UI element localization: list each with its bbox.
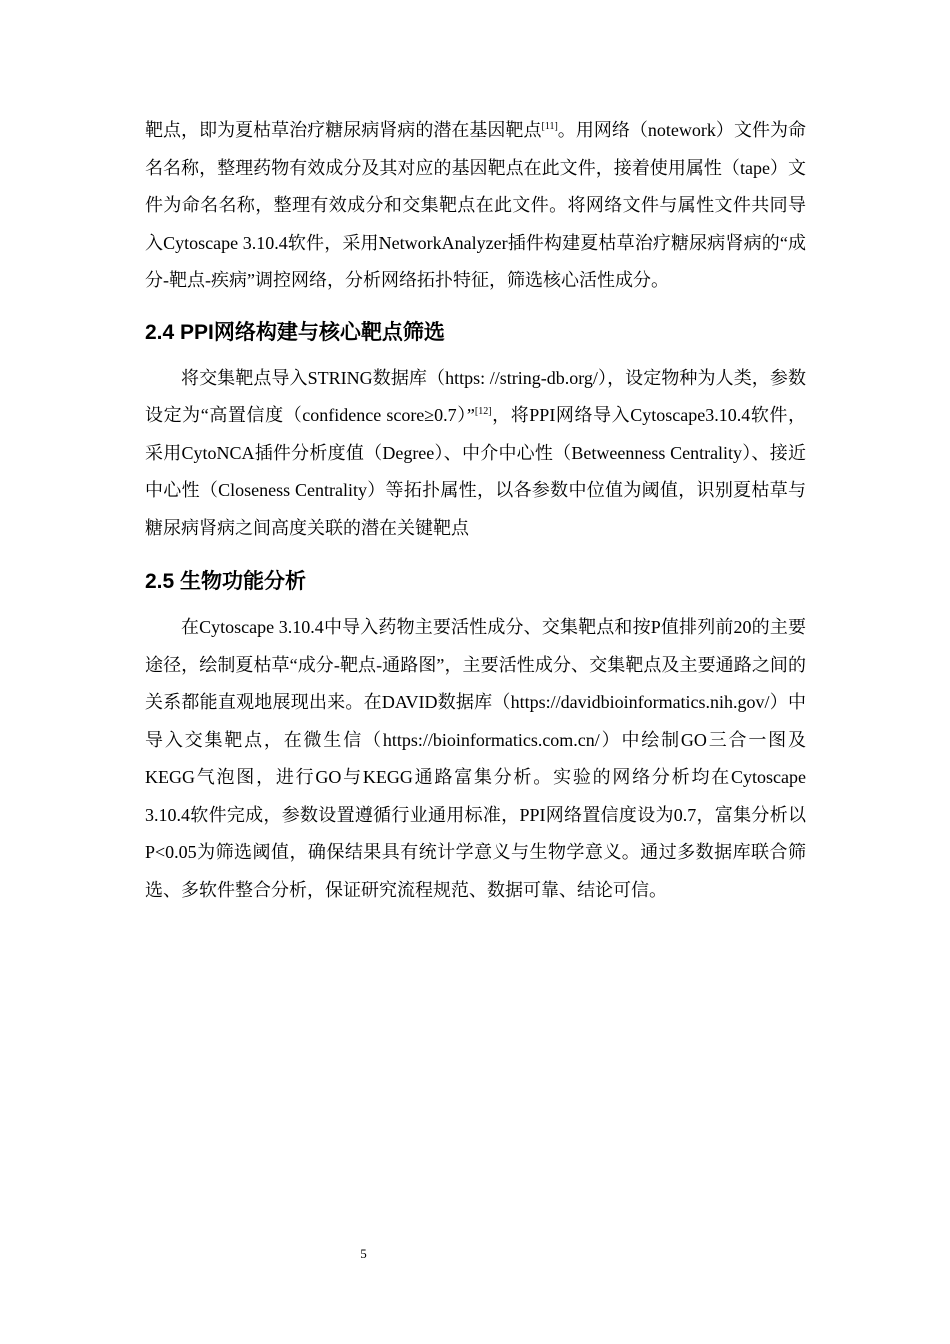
paragraph-text: 。用网络（notework）文件为命名名称，整理药物有效成分及其对应的基因靶点在此文件，接着使用属性（tape）文件为命名名称，整理有效成分和交集靶点在此文件。将网络文件与属性文件共同导入Cytoscape 3.10.4软件，采用NetworkAnalyzer插件构建夏枯草治疗糖尿病肾病的“成分-靶点-疾病”调控网络，分析网络拓扑特征，筛选核心活性成分。: [145, 120, 807, 290]
paragraph-text: 靶点，即为夏枯草治疗糖尿病肾病的潜在基因靶点: [145, 120, 542, 140]
paragraph-text: 在Cytoscape 3.10.4中导入药物主要活性成分、交集靶点和按P值排列前20的主要途径，绘制夏枯草“成分-靶点-通路图”，主要活性成分、交集靶点及主要通路之间的关系都能直观地展现出来。在DAVID数据库（https://davidbioinformatics.nih.gov/）中导入交集靶点，在微生信（https://bioinformatics.com.cn/）中绘制GO三合一图及KEGG气泡图，进行GO与KEGG通路富集分析。实验的网络分析均在Cytoscape 3.10.4软件完成，参数设置遵循行业通用标准，PPI网络置信度设为0.7，富集分析以P<0.05为筛选阈值，确保结果具有统计学意义与生物学意义。通过多数据库联合筛选、多软件整合分析，保证研究流程规范、数据可靠、结论可信。: [145, 617, 806, 900]
citation-ref: [12]: [474, 406, 492, 417]
paragraph-text: ，将PPI网络导入Cytoscape3.10.4软件，采用CytoNCA插件分析度值（Degree）、中介中心性（Betweenness Centrality）、接近中心性（Closeness Centrality）等拓扑属性，以各参数中位值为阈值，识别夏枯草与糖尿病肾病之间高度关联的潜在关键靶点: [145, 405, 806, 538]
section-heading-2-5: 2.5 生物功能分析: [145, 570, 307, 593]
section-heading-2-4: 2.4 PPI网络构建与核心靶点筛选: [145, 320, 445, 344]
paragraph-ppi-network: [145, 360, 806, 548]
paragraph-biological-function: [145, 609, 806, 909]
page-body: [145, 112, 806, 909]
paragraph-network-construction: [145, 112, 806, 300]
page-number: 5: [360, 1246, 367, 1261]
paragraph-text: 将交集靶点导入STRING数据库（https: //string-db.org/），设定物种为人类，参数设定为“高置信度（confidence score≥0.7）”: [145, 367, 806, 425]
citation-ref: [11]: [541, 121, 558, 132]
